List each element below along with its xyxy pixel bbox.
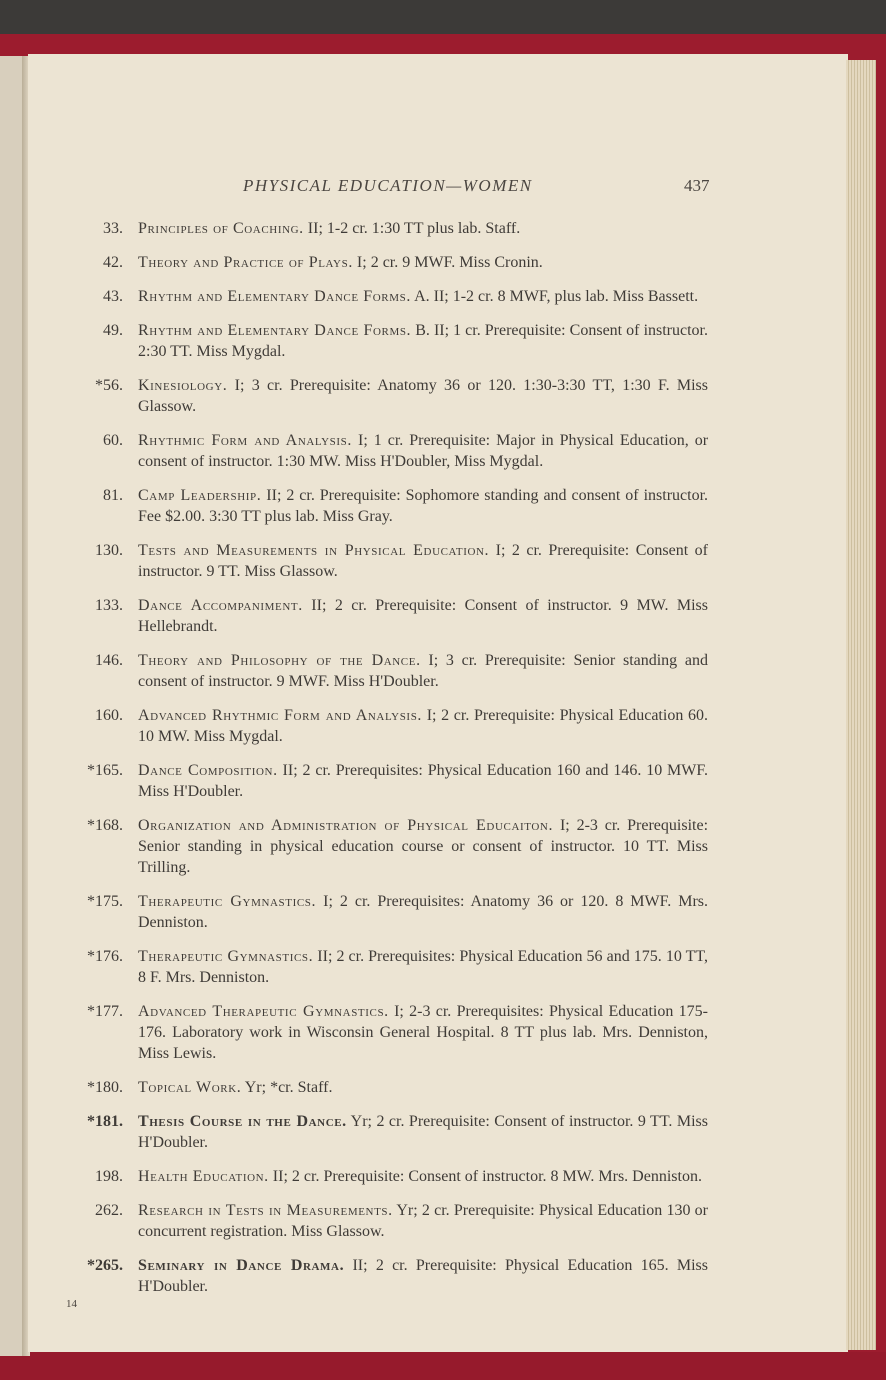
course-entry [78, 218, 708, 239]
course-number: 43. [103, 288, 123, 305]
course-entry [78, 1077, 708, 1098]
course-number: *265. [87, 1257, 123, 1274]
course-details: I; 1 cr. Prerequisite: Major in Physical Education, or consent of instructor. 1:30 MW. Miss H'Doubler, Miss Mygdal. [138, 432, 709, 470]
course-number: 81. [103, 487, 123, 504]
course-entry [78, 760, 708, 802]
course-details: I; 2 cr. Prerequisite: Physical Education 60. 10 MW. Miss Mygdal. [138, 707, 708, 745]
course-number: *165. [87, 762, 123, 779]
course-title: Dance Composition. [138, 762, 278, 779]
course-entry [78, 1111, 708, 1153]
course-details: B. II; 1 cr. Prerequisite: Consent of instructor. 2:30 TT. Miss Mygdal. [138, 322, 708, 360]
course-entry [78, 375, 708, 417]
course-details: Yr; 2 cr. Prerequisite: Consent of instructor. 9 TT. Miss H'Doubler. [138, 1113, 708, 1151]
course-title: Therapeutic Gymnastics. [138, 893, 317, 910]
course-entry [78, 286, 708, 307]
course-title: Seminary in Dance Drama. [138, 1257, 345, 1274]
course-number: *175. [87, 893, 123, 910]
course-details: II; 2 cr. Prerequisites: Physical Education 160 and 146. 10 MWF. Miss H'Doubler. [138, 762, 708, 800]
course-entry [78, 1001, 708, 1064]
course-details: Yr; *cr. Staff. [244, 1079, 333, 1096]
course-title: Theory and Practice of Plays. [138, 254, 353, 271]
course-entry [78, 815, 708, 878]
sheet-number: 14 [66, 1298, 77, 1310]
course-number: 160. [95, 707, 123, 724]
page-stack-edge [846, 60, 876, 1350]
course-number: 198. [95, 1168, 123, 1185]
course-details: I; 2-3 cr. Prerequisite: Senior standing in physical education course or consent of instructor. 10 TT. Miss Trilling. [138, 817, 709, 876]
course-details: I; 2-3 cr. Prerequisites: Physical Education 175-176. Laboratory work in Wisconsin General Hospital. 8 TT plus lab. Mrs. Denniston, Miss Lewis. [138, 1003, 708, 1062]
course-title: Advanced Rhythmic Form and Analysis. [138, 707, 423, 724]
course-title: Dance Accompaniment. [138, 597, 303, 614]
course-title: Research in Tests in Measurements. [138, 1202, 393, 1219]
course-title: Rhythm and Elementary Dance Forms. [138, 322, 412, 339]
course-entry [78, 320, 708, 362]
course-number: 146. [95, 652, 123, 669]
course-title: Theory and Philosophy of the Dance. [138, 652, 421, 669]
running-title: PHYSICAL EDUCATION—WOMEN [243, 176, 533, 195]
course-details: II; 2 cr. Prerequisite: Physical Education 165. Miss H'Doubler. [138, 1257, 708, 1295]
course-number: *180. [87, 1079, 123, 1096]
course-title: Topical Work. [138, 1079, 242, 1096]
course-details: Yr; 2 cr. Prerequisite: Physical Education 130 or concurrent registration. Miss Glassow. [138, 1202, 709, 1240]
course-number: 42. [103, 254, 123, 271]
course-number: *181. [87, 1113, 123, 1130]
course-details: I; 2 cr. Prerequisites: Anatomy 36 or 120. 8 MWF. Mrs. Denniston. [138, 893, 709, 931]
course-entry [78, 252, 708, 273]
course-title: Principles of Coaching. [138, 220, 304, 237]
course-entry [78, 1200, 708, 1242]
course-title: Organization and Administration of Physical Educaiton. [138, 817, 554, 834]
course-entry [78, 650, 708, 692]
course-title: Rhythmic Form and Analysis. [138, 432, 352, 449]
course-details: A. II; 1-2 cr. 8 MWF, plus lab. Miss Bassett. [414, 288, 699, 305]
course-entry [78, 485, 708, 527]
course-number: 60. [103, 432, 123, 449]
course-title: Rhythm and Elementary Dance Forms. [138, 288, 411, 305]
course-number: *176. [87, 948, 123, 965]
left-page-edge [0, 56, 22, 1356]
course-number: *168. [87, 817, 123, 834]
course-list [78, 218, 708, 1310]
course-number: 49. [103, 322, 123, 339]
course-entry [78, 946, 708, 988]
course-number: 130. [95, 542, 123, 559]
course-title: Health Education. [138, 1168, 269, 1185]
course-title: Tests and Measurements in Physical Education. [138, 542, 490, 559]
course-details: I; 3 cr. Prerequisite: Anatomy 36 or 120. 1:30-3:30 TT, 1:30 F. Miss Glassow. [138, 377, 709, 415]
course-number: 133. [95, 597, 123, 614]
course-title: Camp Leadership. [138, 487, 262, 504]
course-details: II; 2 cr. Prerequisite: Consent of instructor. 8 MW. Mrs. Denniston. [272, 1168, 702, 1185]
course-entry [78, 595, 708, 637]
course-entry [78, 540, 708, 582]
course-details: II; 2 cr. Prerequisite: Consent of instructor. 9 MW. Miss Hellebrandt. [138, 597, 709, 635]
course-title: Kinesiology. [138, 377, 228, 394]
course-entry [78, 1166, 708, 1187]
course-entry [78, 705, 708, 747]
book-cover-bottom [0, 1352, 886, 1380]
course-details: II; 1-2 cr. 1:30 TT plus lab. Staff. [307, 220, 521, 237]
course-details: II; 2 cr. Prerequisite: Sophomore standing and consent of instructor. Fee $2.00. 3:30 TT plus lab. Miss Gray. [138, 487, 709, 525]
course-details: II; 2 cr. Prerequisites: Physical Education 56 and 175. 10 TT, 8 F. Mrs. Denniston. [138, 948, 709, 986]
course-number: *177. [87, 1003, 123, 1020]
page-number: 437 [684, 176, 710, 195]
course-details: I; 2 cr. 9 MWF. Miss Cronin. [356, 254, 543, 271]
course-details: I; 3 cr. Prerequisite: Senior standing and consent of instructor. 9 MWF. Miss H'Doubler. [138, 652, 709, 690]
course-number: *56. [95, 377, 123, 394]
course-number: 262. [95, 1202, 123, 1219]
course-entry [78, 1255, 708, 1297]
course-number: 33. [103, 220, 123, 237]
course-entry [78, 891, 708, 933]
course-details: I; 2 cr. Prerequisite: Consent of instructor. 9 TT. Miss Glassow. [138, 542, 708, 580]
course-entry [78, 430, 708, 472]
course-title: Therapeutic Gymnastics. [138, 948, 314, 965]
course-title: Thesis Course in the Dance. [138, 1113, 347, 1130]
course-title: Advanced Therapeutic Gymnastics. [138, 1003, 389, 1020]
